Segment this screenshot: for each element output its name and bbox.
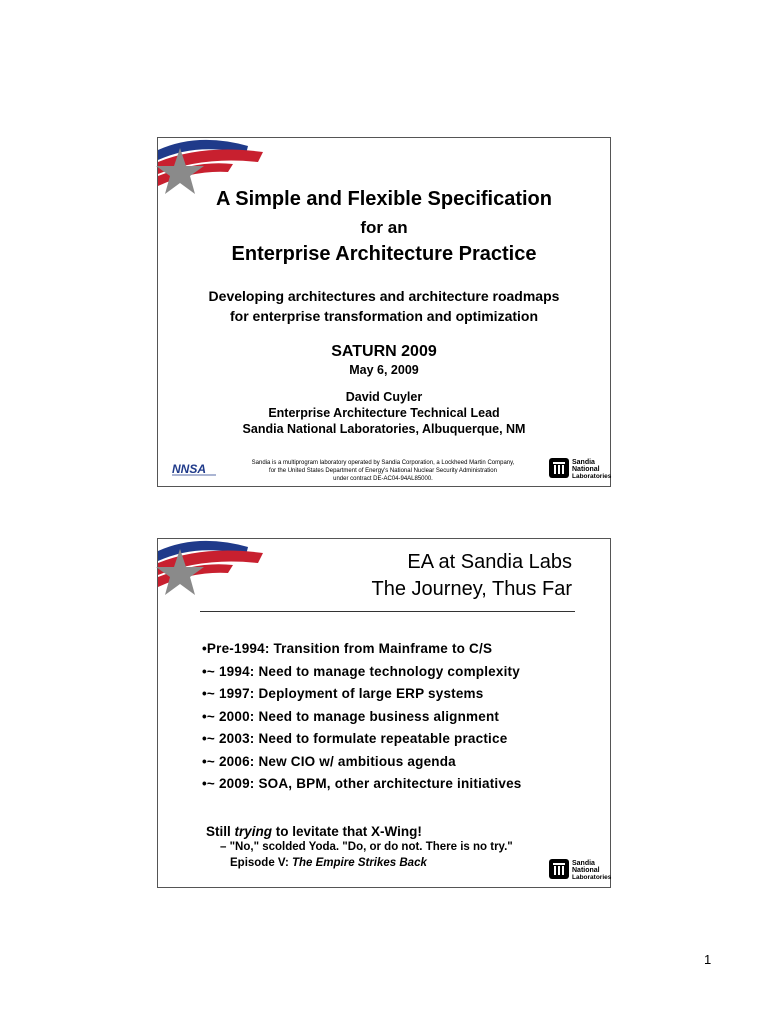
list-item: •Pre-1994: Transition from Mainframe to C/S bbox=[202, 641, 493, 656]
svg-text:Sandia: Sandia bbox=[572, 860, 595, 867]
slide1-title-line2: for an bbox=[360, 218, 408, 237]
still-prefix: Still bbox=[206, 824, 235, 839]
author-name: David Cuyler bbox=[345, 390, 423, 404]
flag-star-decoration bbox=[158, 539, 288, 603]
svg-text:Sandia: Sandia bbox=[572, 459, 595, 466]
episode-line bbox=[230, 857, 427, 869]
sandia-logo bbox=[548, 456, 612, 482]
still-trying-line bbox=[206, 824, 422, 839]
conference-name: SATURN 2009 bbox=[331, 343, 437, 360]
list-item: •~ 2000: Need to manage business alignment bbox=[202, 708, 500, 724]
list-item: •~ 2003: Need to formulate repeatable practice bbox=[202, 731, 508, 746]
slide2-title-line2: The Journey, Thus Far bbox=[371, 578, 572, 600]
svg-text:National: National bbox=[572, 867, 600, 874]
list-item: •~ 1997: Deployment of large ERP systems bbox=[202, 686, 484, 701]
episode-title: The Empire Strikes Back bbox=[292, 857, 427, 869]
still-italic: trying bbox=[234, 824, 273, 839]
author-role: Enterprise Architecture Technical Lead bbox=[268, 406, 500, 420]
slide1-subtitle-line2: for enterprise transformation and optimization bbox=[229, 308, 539, 324]
still-suffix: to levitate that X-Wing! bbox=[272, 824, 422, 839]
author-org: Sandia National Laboratories, Albuquerque, NM bbox=[242, 422, 526, 436]
slide1-title-line3: Enterprise Architecture Practice bbox=[231, 243, 537, 265]
disclaimer-line2: for the United States Department of Energy's National Nuclear Security Administration bbox=[269, 468, 497, 474]
yoda-quote: – "No," scolded Yoda. "Do, or do not. There is no try." bbox=[220, 841, 513, 853]
page-number: 1 bbox=[704, 952, 712, 967]
slide-title bbox=[157, 137, 611, 487]
svg-text:Laboratories: Laboratories bbox=[572, 874, 612, 881]
disclaimer-line3: under contract DE-AC04-94AL85000. bbox=[333, 476, 433, 482]
disclaimer-line1: Sandia is a multiprogram laboratory operated by Sandia Corporation, a Lockheed Martin Company, bbox=[251, 460, 515, 466]
svg-text:Laboratories: Laboratories bbox=[572, 473, 612, 480]
slide-journey bbox=[157, 538, 611, 888]
list-item: •~ 1994: Need to manage technology complexity bbox=[202, 663, 520, 679]
slide2-title-line1: EA at Sandia Labs bbox=[407, 551, 572, 573]
svg-text:National: National bbox=[572, 466, 600, 473]
journey-list bbox=[202, 641, 522, 799]
conference-date: May 6, 2009 bbox=[349, 363, 419, 377]
slide1-title-line1: A Simple and Flexible Specification bbox=[215, 188, 552, 210]
nnsa-logo bbox=[170, 461, 218, 477]
sandia-logo bbox=[548, 857, 612, 883]
slide1-subtitle-line1: Developing architectures and architecture roadmaps bbox=[208, 288, 560, 304]
title-divider bbox=[200, 611, 575, 612]
list-item: •~ 2009: SOA, BPM, other architecture initiatives bbox=[202, 776, 522, 791]
episode-prefix: Episode V: bbox=[230, 857, 292, 869]
svg-text:NNSA: NNSA bbox=[172, 462, 207, 476]
list-item: •~ 2006: New CIO w/ ambitious agenda bbox=[202, 753, 456, 769]
